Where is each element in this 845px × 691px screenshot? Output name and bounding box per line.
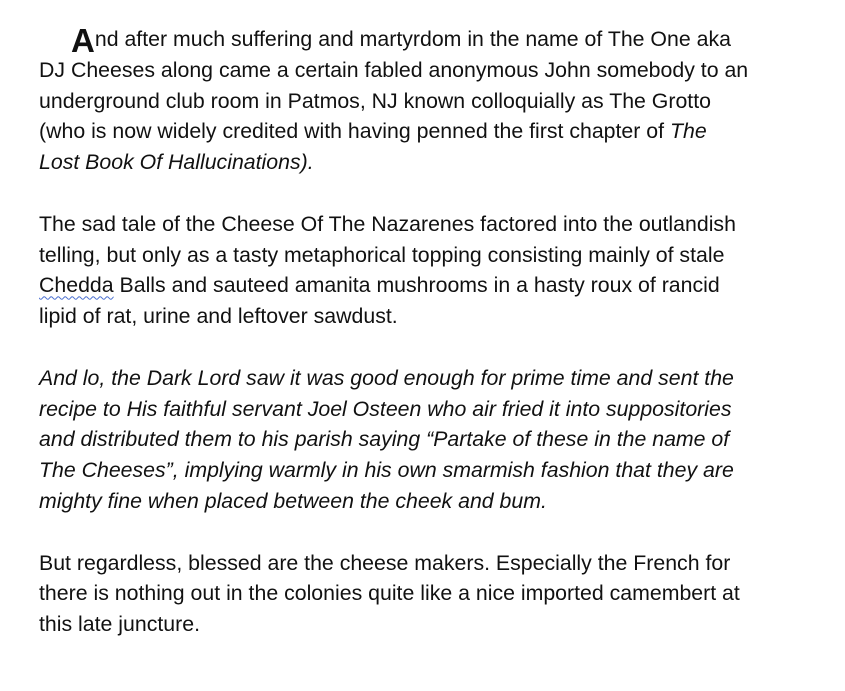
text-line <box>39 55 839 86</box>
text-line <box>39 363 839 394</box>
text-line <box>39 22 839 59</box>
text-line <box>39 209 839 240</box>
spellcheck-flagged-word[interactable]: Chedda <box>39 273 114 298</box>
text-run: . <box>307 150 314 175</box>
text-line <box>39 301 839 332</box>
text-line <box>39 455 839 486</box>
text-line <box>39 147 839 178</box>
text-line <box>39 86 839 117</box>
drop-cap: A <box>71 22 95 59</box>
text-run: mighty fine when placed between the cheek and bum. <box>39 488 547 513</box>
text-run: recipe to His faithful servant Joel Osteen who air fried it into suppositories <box>39 396 732 421</box>
text-line <box>39 486 839 517</box>
text-run: telling, but only as a tasty metaphorical topping consisting mainly of stale <box>39 242 725 267</box>
text-line <box>39 548 839 579</box>
text-run: (who is now widely credited with having penned the first chapter of <box>39 119 670 144</box>
text-line <box>39 270 839 301</box>
paragraph-2 <box>39 209 839 332</box>
text-run: and distributed them to his parish saying “Partake of these in the name of <box>39 427 730 452</box>
paragraph-4 <box>39 548 839 640</box>
paragraph-3 <box>39 363 839 517</box>
document-body[interactable] <box>39 24 839 671</box>
text-run: And lo, the Dark Lord saw it was good enough for prime time and sent the <box>39 365 734 390</box>
text-run: The sad tale of the Cheese Of The Nazarenes factored into the outlandish <box>39 211 736 236</box>
text-run: lipid of rat, urine and leftover sawdust. <box>39 304 398 329</box>
book-title-italic: Lost Book Of Hallucinations) <box>39 150 308 175</box>
text-run: underground club room in Patmos, NJ known colloquially as The Grotto <box>39 88 711 113</box>
text-run: DJ Cheeses along came a certain fabled anonymous John somebody to an <box>39 57 749 82</box>
text-run: Balls and sauteed amanita mushrooms in a hasty roux of rancid <box>113 273 720 298</box>
book-title-italic: The <box>669 119 707 144</box>
text-line <box>39 394 839 425</box>
text-run: this late juncture. <box>39 612 200 637</box>
text-line <box>39 424 839 455</box>
text-line <box>39 240 839 271</box>
text-line <box>39 116 839 147</box>
text-run: there is nothing out in the colonies quite like a nice imported camembert at <box>39 581 740 606</box>
text-line <box>39 609 839 640</box>
text-run: nd after much suffering and martyrdom in the name of The One aka <box>94 27 731 51</box>
text-run: The Cheeses”, implying warmly in his own smarmish fashion that they are <box>39 458 734 483</box>
paragraph-1 <box>39 24 839 178</box>
text-line <box>39 578 839 609</box>
text-run: But regardless, blessed are the cheese makers. Especially the French for <box>39 550 731 575</box>
